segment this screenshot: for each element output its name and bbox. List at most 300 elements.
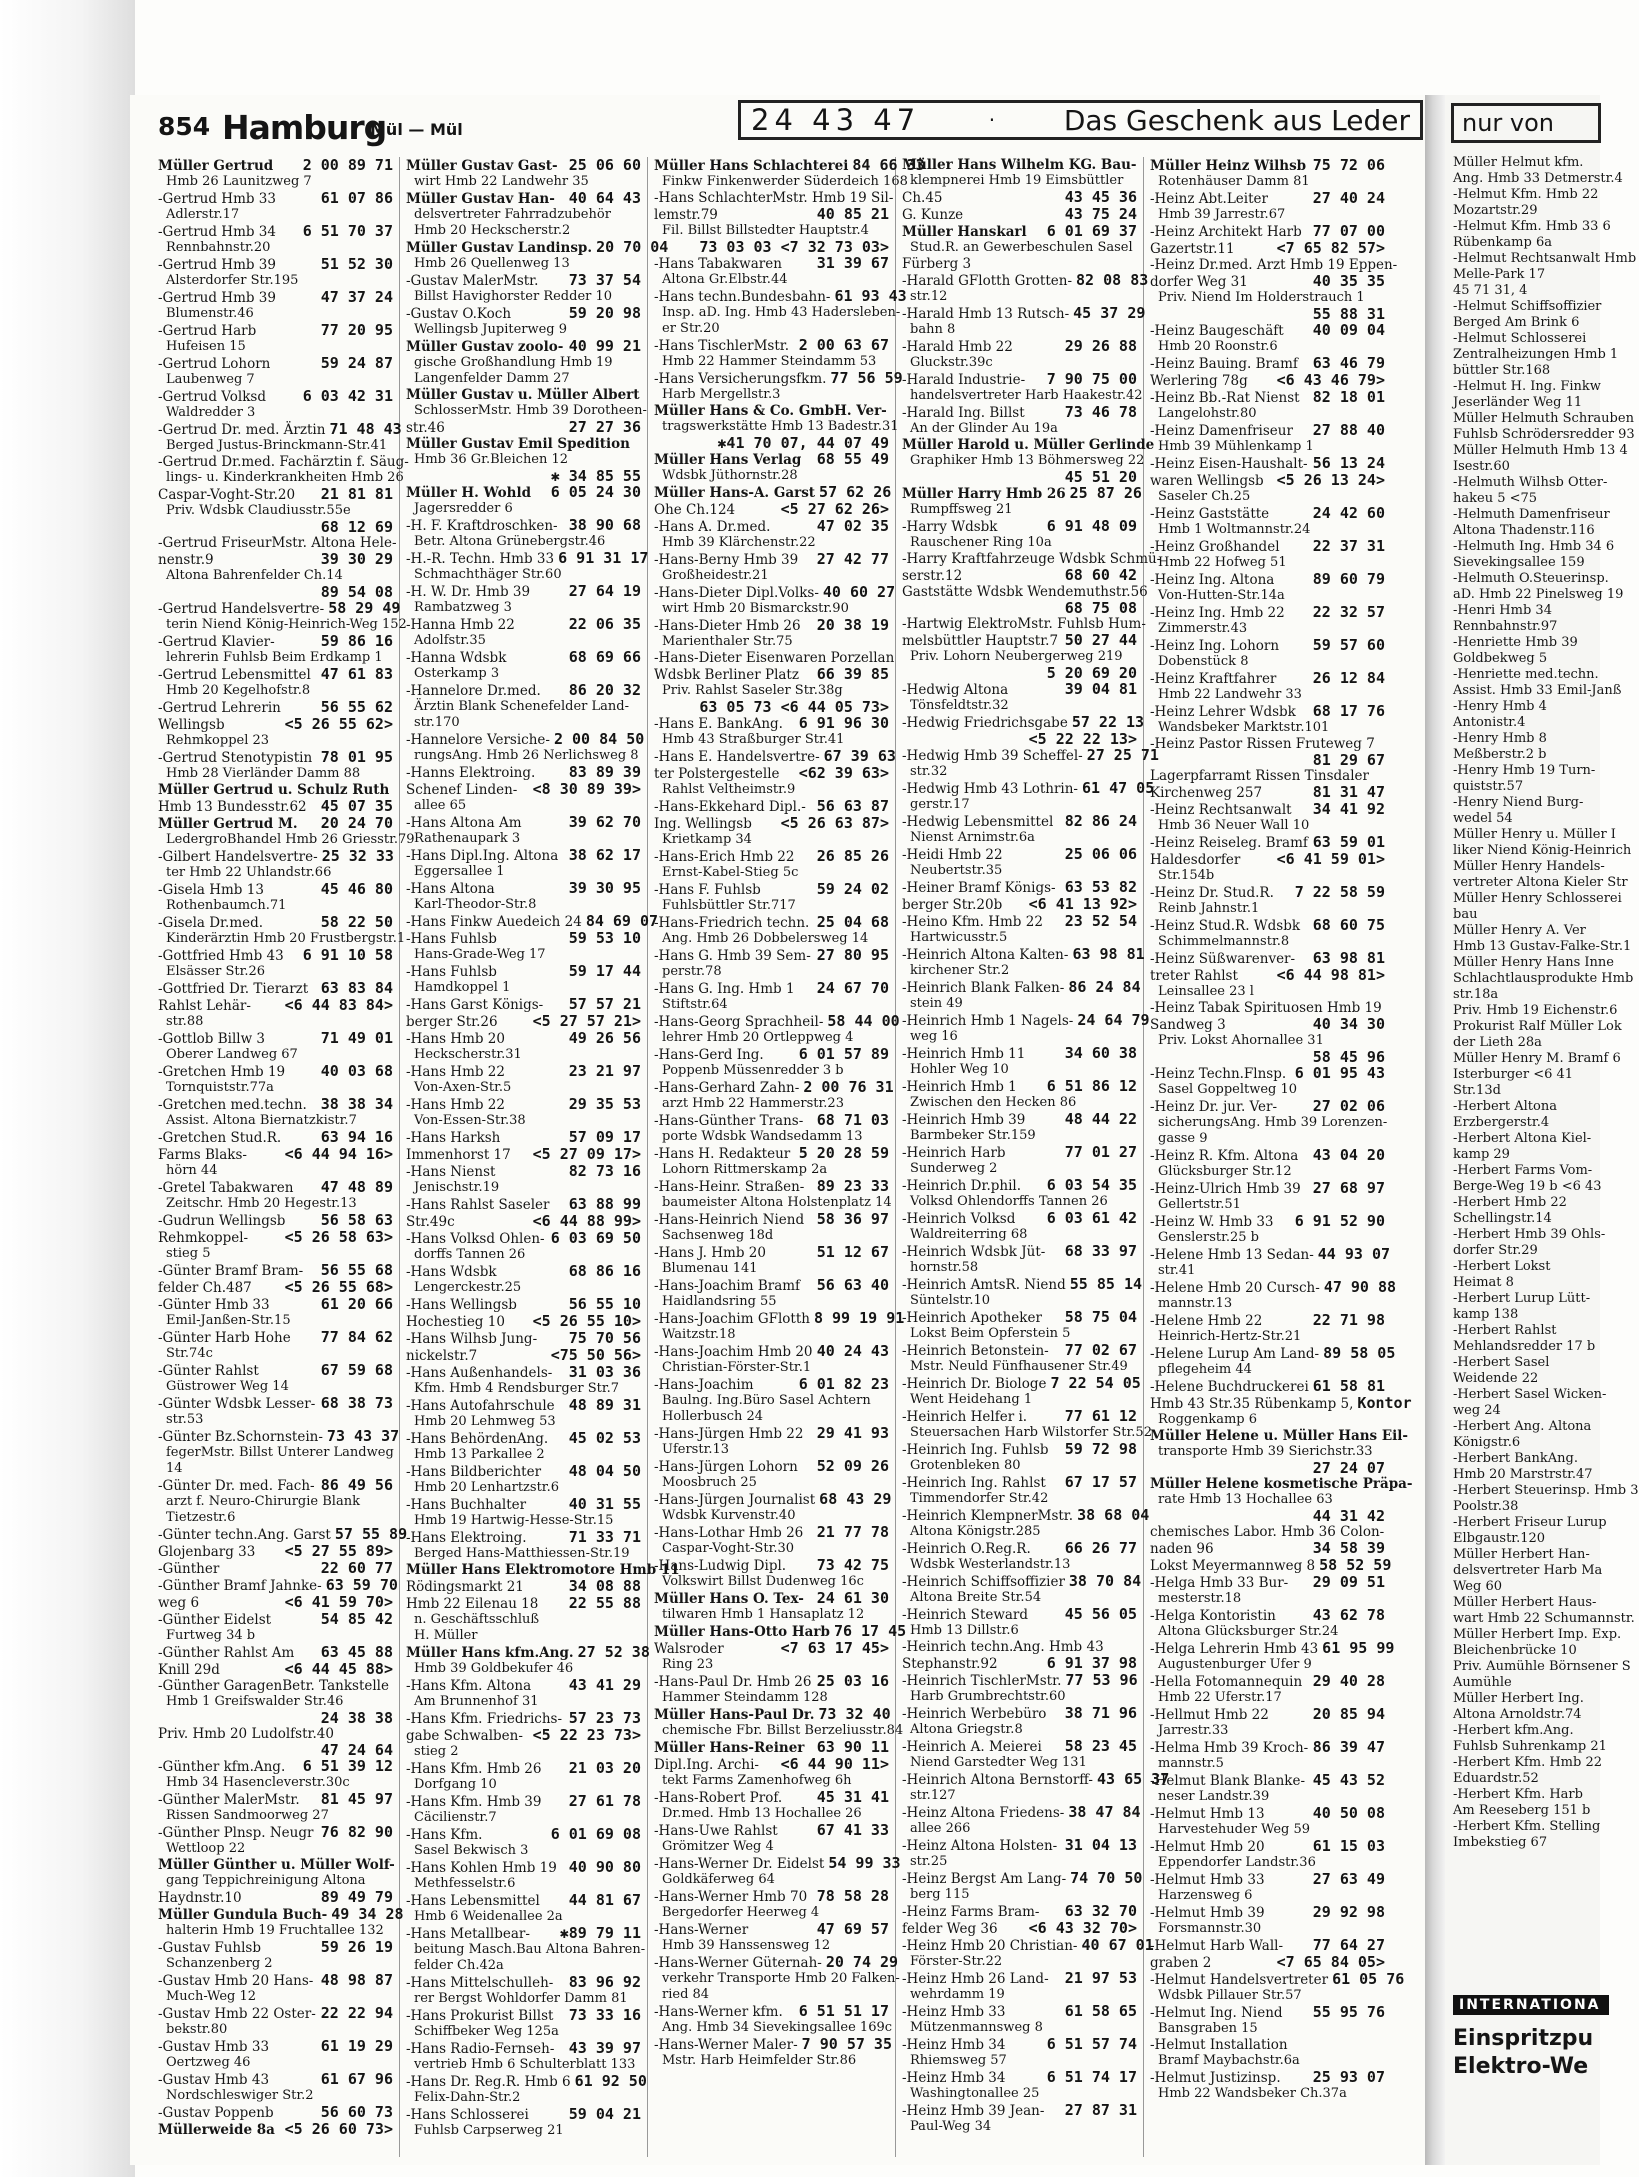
entry-phone: 6 05 24 30 <box>550 483 641 501</box>
entry-name: -Hans Tabakwaren <box>654 256 782 272</box>
entry-address: Bansgraben 15 <box>1158 2021 1258 2036</box>
entry-address: baumeister Altona Holstenplatz 14 <box>662 1195 892 1210</box>
entry-address: Altona Bahrenfelder Ch.14 <box>166 568 343 583</box>
directory-entry <box>902 1474 1137 1491</box>
entry-address: Saseler Ch.25 <box>1158 489 1251 504</box>
entry-phone: <5 26 63 87> <box>780 814 889 832</box>
entry-name: -Hans-Ekkehard Dipl.- <box>654 799 806 815</box>
entry-name: nenstr.9 <box>158 552 214 568</box>
entry-name: -Hans Kfm. Altona <box>406 1678 532 1694</box>
entry-name: Müller Harry Hmb 26 <box>902 486 1066 502</box>
entry-phone: 6 03 61 42 <box>1046 1209 1137 1227</box>
entry-phone: 27 87 31 <box>1064 2101 1137 2119</box>
directory-entry <box>902 1144 1137 1161</box>
directory-entry <box>654 1490 892 1508</box>
directory-entry <box>654 947 889 964</box>
entry-phone: 20 85 94 <box>1312 1705 1385 1723</box>
entry-phone: 55 88 31 <box>1312 305 1385 323</box>
adjacent-entry: -Herbert Sasel Wicken- <box>1453 1387 1607 1402</box>
entry-address: Gellertstr.51 <box>1158 1197 1241 1212</box>
entry-phone: 43 62 78 <box>1312 1606 1385 1624</box>
entry-name: -Heinrich Steward <box>902 1607 1029 1623</box>
entry-address: Rathenaupark 3 <box>414 831 521 846</box>
directory-entry <box>406 1163 641 1180</box>
entry-address: er Str.20 <box>662 321 720 336</box>
entry-address: Rissen Sandmoorweg 27 <box>166 1808 329 1823</box>
entry-address: gische Großhandlung Hmb 19 <box>414 355 613 370</box>
entry-name: -Gretchen med.techn. <box>158 1097 307 1113</box>
entry-address: arzt Hmb 22 Hammerstr.23 <box>662 1096 844 1111</box>
entry-phone: 76 17 45 <box>833 1622 907 1640</box>
entry-name: weg 6 <box>158 1595 200 1611</box>
entry-name: -Heinz Pastor Rissen Fruteweg 7 <box>1150 736 1375 752</box>
directory-entry <box>902 1408 1137 1425</box>
directory-entry <box>1150 1344 1396 1362</box>
entry-name: -Gertrud Harb <box>158 323 257 339</box>
entry-phone: 25 93 07 <box>1312 2068 1385 2086</box>
adjacent-entry: -Herbert Kfm. Stelling <box>1453 1819 1601 1834</box>
adjacent-entry: Berged Am Brink 6 <box>1453 315 1580 330</box>
adjacent-entry: Hmb 20 Marstrstr.47 <box>1453 1467 1593 1482</box>
entry-name: -Hans-Dieter Hmb 26 <box>654 618 801 634</box>
directory-entry <box>406 2040 641 2057</box>
entry-address: Blumenau 141 <box>662 1261 758 1276</box>
entry-address: Rhiemsweg 57 <box>910 2053 1007 2068</box>
adjacent-entry: -Herbert Ang. Altona <box>1453 1419 1592 1434</box>
entry-phone: 77 56 59 <box>830 369 903 387</box>
directory-entry <box>1150 1180 1385 1197</box>
entry-phone: 45 02 53 <box>568 1429 641 1447</box>
entry-address: bahn 8 <box>910 322 956 337</box>
entry-phone: 40 24 43 <box>816 1342 889 1360</box>
entry-phone: 58 75 04 <box>1064 1308 1137 1326</box>
directory-entry <box>654 881 889 898</box>
entry-address: Tönsfeldtstr.32 <box>910 698 1009 713</box>
entry-phone: 38 38 34 <box>320 1095 393 1113</box>
entry-phone: 27 40 24 <box>1312 189 1385 207</box>
entry-name: -Günter Dr. med. Fach- <box>158 1478 315 1494</box>
entry-phone: 68 17 76 <box>1312 702 1385 720</box>
entry-name: -Gretchen Stud.R. <box>158 1130 282 1146</box>
entry-phone: 6 51 70 37 <box>302 222 393 240</box>
entry-phone: 82 73 16 <box>568 1162 641 1180</box>
entry-name: Ing. Wellingsb <box>654 816 752 832</box>
entry-name: -Hans Garst Königs- <box>406 997 544 1013</box>
entry-address: Hmb 39 Hanssensweg 12 <box>662 1938 831 1953</box>
entry-phone: 63 88 99 <box>568 1195 641 1213</box>
directory-entry <box>654 1277 889 1294</box>
entry-name: -Heinz Lehrer Wdsbk <box>1150 704 1296 720</box>
directory-entry <box>406 1826 641 1843</box>
entry-address: Hmb 1 Greifswalder Str.46 <box>166 1694 344 1709</box>
entry-address: Sachsenweg 18d <box>662 1228 774 1243</box>
directory-entry <box>158 157 393 174</box>
adjacent-entry: Heimat 8 <box>1453 1275 1514 1290</box>
entry-phone: 67 41 33 <box>816 1821 889 1839</box>
directory-entry <box>158 322 393 339</box>
entry-address: Washingtonallee 25 <box>910 2086 1040 2101</box>
entry-name: -Heinrich O.Reg.R. <box>902 1541 1031 1557</box>
directory-entry <box>158 454 409 470</box>
entry-phone: 61 92 50 <box>574 2072 647 2090</box>
directory-entry <box>406 1129 641 1146</box>
entry-phone: <6 41 59 70> <box>284 1593 393 1611</box>
entry-name: -Gertrud Dr.med. Fachärztin f. Säug- <box>158 454 409 470</box>
entry-phone: 63 94 16 <box>320 1128 393 1146</box>
directory-entry <box>158 551 393 568</box>
directory-entry <box>1150 752 1385 768</box>
entry-name: -Hans-Gerd Ing. <box>654 1047 764 1063</box>
entry-address: allee 266 <box>910 1821 971 1836</box>
directory-entry <box>158 1279 393 1296</box>
entry-phone: 77 02 67 <box>1064 1341 1137 1359</box>
entry-address: Hmb 39 Jarrestr.67 <box>1158 207 1286 222</box>
directory-entry <box>406 996 641 1013</box>
entry-phone: 71 48 43 <box>329 420 402 438</box>
entry-name: -Harry Kraftfahrzeuge Wdsbk Schmü- <box>902 551 1162 567</box>
adjacent-entry: Müller Herbert Haus- <box>1453 1595 1597 1610</box>
entry-phone: <6 44 83 84> <box>284 996 393 1014</box>
entry-phone: 58 22 50 <box>320 913 393 931</box>
directory-entry <box>406 2072 647 2090</box>
directory-entry <box>158 1525 408 1543</box>
entry-address: Priv. Wdsbk Claudiusstr.55e <box>166 503 351 518</box>
entry-name: -Heino Kfm. Hmb 22 <box>902 914 1043 930</box>
entry-phone: 49 26 56 <box>568 1029 641 1047</box>
entry-phone: 38 68 04 <box>1077 1506 1150 1524</box>
entry-name: -Heinz Damenfriseur <box>1150 423 1293 439</box>
entry-name: -Heinz Süßwarenver- <box>1150 951 1296 967</box>
directory-entry <box>902 338 1137 355</box>
entry-name: Müller Gustav Gast- <box>406 158 558 174</box>
ad-separator: · <box>988 108 996 132</box>
entry-address: chemische Fbr. Billst Berzeliusstr.84 <box>662 1723 904 1738</box>
entry-name: berger Str.26 <box>406 1014 498 1030</box>
directory-entry <box>406 1496 641 1513</box>
entry-name: -Hedwig Altona <box>902 682 1009 698</box>
directory-entry <box>902 978 1141 996</box>
directory-entry <box>902 1803 1141 1821</box>
entry-address: Berged Hans-Matthiessen-Str.19 <box>414 1546 630 1561</box>
entry-phone: 6 01 95 43 <box>1294 1064 1385 1082</box>
directory-entry <box>158 1395 393 1412</box>
directory-entry <box>406 912 659 930</box>
directory-entry <box>902 1045 1137 1062</box>
entry-name: -Günter Harb Hohe <box>158 1330 291 1346</box>
directory-entry <box>654 1524 889 1541</box>
entry-phone: 61 15 03 <box>1312 1837 1385 1855</box>
entry-address: gang Teppichreinigung Altona <box>166 1873 366 1888</box>
entry-phone: 43 65 37 <box>1096 1770 1170 1788</box>
entry-name: Stephanstr.92 <box>902 1656 998 1672</box>
entry-address: Dorfgang 10 <box>414 1777 497 1792</box>
entry-name: Walsroder <box>654 1641 724 1657</box>
entry-name: Müller Hans Verlag <box>654 452 802 468</box>
entry-address: Hans-Grade-Weg 17 <box>414 947 546 962</box>
directory-entry <box>158 1758 393 1775</box>
entry-address: Harzensweg 6 <box>1158 1888 1253 1903</box>
entry-phone: 63 05 73 <6 44 05 73> <box>699 698 889 716</box>
entry-phone: 38 47 84 <box>1068 1803 1141 1821</box>
adjacent-entry: -Helmuth O.Steuerinsp. <box>1453 571 1609 586</box>
entry-address: Priv. Rahlst Saseler Str.38g <box>662 683 843 698</box>
entry-address: Rahlst Veltheimstr.9 <box>662 782 796 797</box>
entry-phone: 56 63 87 <box>816 797 889 815</box>
entry-phone: 47 90 88 <box>1323 1278 1397 1296</box>
entry-phone: 27 64 19 <box>568 582 641 600</box>
entry-phone: 21 77 78 <box>816 1523 889 1541</box>
entry-address: Jarrestr.33 <box>1158 1723 1229 1738</box>
entry-name: -Gustav Fuhlsb <box>158 1940 262 1956</box>
adjacent-entry: kamp 138 <box>1453 1307 1519 1322</box>
directory-entry <box>406 1146 641 1163</box>
entry-address: Rothenbaumch.71 <box>166 898 287 913</box>
directory-entry <box>1150 1540 1385 1557</box>
entry-name: -Günther Bramf Jahnke- <box>158 1578 322 1594</box>
directory-entry <box>1150 1970 1405 1988</box>
entry-phone: 39 30 29 <box>320 550 393 568</box>
entry-phone: 78 01 95 <box>320 748 393 766</box>
entry-name: -Gottlob Billw 3 <box>158 1031 266 1047</box>
entry-phone: <6 44 90 11> <box>780 1755 889 1773</box>
entry-address: stieg 2 <box>414 1744 459 1759</box>
entry-name: -Harry Wdsbk <box>902 519 998 535</box>
entry-address: Volkswirt Billst Dudenweg 16c <box>662 1574 864 1589</box>
directory-entry <box>158 584 393 600</box>
entry-name: Haldesdorfer <box>1150 852 1241 868</box>
directory-entry <box>1150 670 1385 687</box>
directory-entry <box>158 1791 393 1808</box>
entry-phone: 34 08 88 <box>568 1577 641 1595</box>
entry-name: -Heinrich Hmb 1 Nagels- <box>902 1013 1074 1029</box>
entry-name: -Hartwig ElektroMstr. Fuhlsb Hum- <box>902 616 1146 632</box>
adjacent-entry: vertreter Altona Kieler Str <box>1453 875 1628 890</box>
directory-entry <box>406 682 641 699</box>
directory-entry <box>654 1425 889 1442</box>
entry-phone: 77 61 12 <box>1064 1407 1137 1425</box>
directory-entry <box>902 1970 1137 1987</box>
entry-phone: 66 39 85 <box>816 665 889 683</box>
entry-phone: 40 09 04 <box>1312 321 1385 339</box>
adjacent-entry: liker Niend König-Heinrich <box>1453 843 1632 858</box>
entry-address: Hmb 36 Gr.Bleichen 12 <box>414 452 569 467</box>
directory-entry <box>654 190 894 206</box>
entry-address: Grotenbleken 80 <box>910 1458 1021 1473</box>
entry-phone: 45 31 41 <box>816 1788 889 1806</box>
directory-entry <box>902 2003 1137 2020</box>
directory-entry <box>158 1427 400 1445</box>
entry-name: -Heinz Baugeschäft <box>1150 323 1284 339</box>
entry-phone: 27 68 97 <box>1312 1179 1385 1197</box>
adjacent-entry: Priv. Hmb 19 Eichenstr.6 <box>1453 1003 1618 1018</box>
entry-phone: 40 60 27 <box>822 583 896 601</box>
directory-entry <box>406 814 641 831</box>
directory-entry <box>902 713 1145 731</box>
directory-entry <box>902 1770 1170 1788</box>
directory-entry <box>654 1309 905 1327</box>
directory-entry <box>406 1230 641 1247</box>
entry-phone: 59 26 19 <box>320 1938 393 1956</box>
adjacent-entry: Hmb 13 Gustav-Falke-Str.1 <box>1453 939 1632 954</box>
entry-phone: 68 55 49 <box>816 450 889 468</box>
directory-entry <box>158 633 393 650</box>
directory-entry <box>1150 1937 1385 1954</box>
entry-name: -Hanna Hmb 22 <box>406 617 515 633</box>
entry-address: Hmb 22 Hofweg 51 <box>1158 555 1287 570</box>
directory-entry <box>654 1458 889 1475</box>
entry-phone: 63 98 81 <box>1312 949 1385 967</box>
entry-phone: 5 20 28 59 <box>798 1144 889 1162</box>
directory-entry <box>158 1594 393 1611</box>
entry-address: Hmb 20 Lehmweg 53 <box>414 1414 556 1429</box>
entry-phone: 40 67 01 <box>1081 1936 1154 1954</box>
directory-entry <box>158 1063 393 1080</box>
entry-phone: 89 54 08 <box>320 583 393 601</box>
entry-phone: 27 63 49 <box>1312 1870 1385 1888</box>
entry-phone: 43 75 24 <box>1064 205 1137 223</box>
entry-name: -Günther MalerMstr. <box>158 1792 300 1808</box>
entry-name: -Helmut Hmb 39 <box>1150 1905 1265 1921</box>
entry-address: Hmb 20 Lenhartzstr.6 <box>414 1480 559 1495</box>
entry-name: -Helene Hmb 20 Cursch- <box>1150 1280 1320 1296</box>
entry-phone: 73 03 03 <7 32 73 03> <box>699 238 889 256</box>
entry-name: -Helene Hmb 22 <box>1150 1313 1263 1329</box>
entry-address: rungsAng. Hmb 26 Nerlichsweg 8 <box>414 748 639 763</box>
entry-address: ter Hmb 22 Uhlandstr.66 <box>166 865 332 880</box>
entry-phone: 47 24 64 <box>320 1741 393 1759</box>
entry-name: Müller Gustav Landinsp. <box>406 240 593 256</box>
entry-address: Hmb 20 Kegelhofstr.8 <box>166 683 311 698</box>
entry-address: vertrieb Hmb 6 Schulterblatt 133 <box>414 2057 636 2072</box>
advert-line-1: Einspritzpu <box>1453 2026 1594 2051</box>
directory-entry <box>654 551 889 568</box>
directory-entry <box>1150 950 1385 967</box>
entry-phone: 75 70 56 <box>568 1329 641 1347</box>
directory-entry <box>1150 472 1385 489</box>
entry-address: Hmb 39 Klärchenstr.22 <box>662 535 816 550</box>
entry-address: Augustenburger Ufer 9 <box>1158 1657 1312 1672</box>
entry-name: -Hans-Dieter Dipl.Volks- <box>654 585 819 601</box>
entry-name: Wellingsb <box>158 717 225 733</box>
entry-name: -Günther Rahlst Am <box>158 1645 295 1661</box>
entry-phone: ✱89 79 11 <box>559 1924 641 1942</box>
entry-name: -Günter Hmb 33 <box>158 1297 270 1313</box>
directory-entry <box>158 1030 393 1047</box>
directory-entry <box>1150 1805 1385 1822</box>
entry-address: lings- u. Kinderkrankheiten Hmb 26 <box>166 470 404 485</box>
entry-address: str.88 <box>166 1014 204 1029</box>
entry-phone: 6 91 96 30 <box>798 714 889 732</box>
adjacent-entry: Weidende 22 <box>1453 1371 1539 1386</box>
entry-phone: 6 51 51 17 <box>798 2002 889 2020</box>
directory-entry <box>654 1921 889 1938</box>
entry-address: allee 65 <box>414 798 467 813</box>
entry-address: Karl-Theodor-Str.8 <box>414 897 537 912</box>
entry-phone: 27 80 95 <box>816 946 889 964</box>
entry-phone: 40 34 30 <box>1312 1015 1385 1033</box>
entry-address: Großheidestr.21 <box>662 568 769 583</box>
directory-entry <box>158 1742 393 1758</box>
entry-name: -Heinrich Ing. Fuhlsb <box>902 1442 1049 1458</box>
directory-entry <box>158 1644 393 1661</box>
entry-name: -Helmut Installation <box>1150 2037 1288 2053</box>
entry-name: -Heiner Bramf Königs- <box>902 880 1056 896</box>
entry-name: -Hans J. Hmb 20 <box>654 1245 766 1261</box>
entry-phone: 68 38 73 <box>320 1394 393 1412</box>
directory-entry <box>406 1213 641 1230</box>
entry-name: Knill 29d <box>158 1662 220 1678</box>
entry-phone: 31 39 67 <box>816 254 889 272</box>
entry-phone: 56 55 68 <box>320 1261 393 1279</box>
entry-address: Barmbeker Str.159 <box>910 1128 1036 1143</box>
directory-entry <box>158 1560 393 1577</box>
entry-phone: 81 29 67 <box>1312 751 1385 769</box>
entry-name: -Hans Wdsbk <box>406 1264 497 1280</box>
entry-phone: 29 26 88 <box>1064 337 1137 355</box>
entry-address: str.12 <box>910 289 948 304</box>
directory-entry <box>902 1936 1154 1954</box>
entry-name: -Hans Elektroing. <box>406 1530 527 1546</box>
directory-entry <box>406 1030 641 1047</box>
entry-name: G. Kunze <box>902 207 964 223</box>
directory-entry <box>158 388 393 405</box>
entry-name: -Heinz Abt.Leiter <box>1150 191 1268 207</box>
entry-phone: 56 60 73 <box>320 2103 393 2121</box>
entry-address: Hammer Steindamm 128 <box>662 1690 828 1705</box>
entry-name: -Hans Kfm. Hmb 26 <box>406 1761 542 1777</box>
directory-entry <box>158 1889 393 1906</box>
directory-entry <box>1150 389 1385 406</box>
entry-name: -Heinrich TischlerMstr. <box>902 1673 1062 1689</box>
directory-entry <box>406 338 641 355</box>
adjacent-entry: -Henriette Hmb 39 <box>1453 635 1578 650</box>
entry-address: Wdsbk Westerlandstr.13 <box>910 1557 1071 1572</box>
column-1 <box>158 156 415 2157</box>
entry-name: -Heinz Reiseleg. Bramf <box>1150 835 1308 851</box>
adjacent-entry: Isestr.60 <box>1453 459 1510 474</box>
entry-name: -Helmut Justizinsp. <box>1150 2070 1281 2086</box>
directory-entry <box>902 746 1159 764</box>
directory-entry <box>158 1362 393 1379</box>
entry-address: Süntelstr.10 <box>910 1293 991 1308</box>
entry-name: -Hans-Werner Güternah- <box>654 1955 822 1971</box>
entry-address: Ärztin Blank Schenefelder Land- <box>414 699 629 714</box>
entry-name: -Heinz Hmb 33 <box>902 2004 1006 2020</box>
entry-phone: 73 33 16 <box>568 2006 641 2024</box>
directory-entry <box>158 1212 393 1229</box>
directory-entry <box>1150 1049 1385 1065</box>
entry-phone: 47 48 89 <box>320 1178 393 1196</box>
entry-phone: 77 64 27 <box>1312 1936 1385 1954</box>
directory-entry <box>654 715 889 732</box>
page-number: 854 <box>158 112 211 141</box>
entry-phone: 44 81 67 <box>568 1891 641 1909</box>
entry-address: Hmb 39 Goldbekufer 46 <box>414 1661 574 1676</box>
directory-entry <box>902 681 1137 698</box>
entry-phone: 63 83 84 <box>320 979 393 997</box>
entry-name: Müller Gustav u. Müller Albert <box>406 387 640 403</box>
entry-phone: 63 90 11 <box>816 1738 889 1756</box>
entry-name: -Harald GFlotth Grotten- <box>902 273 1073 289</box>
entry-address: Fuhlsb Carpserweg 21 <box>414 2123 564 2138</box>
entry-phone: 27 25 71 <box>1086 746 1159 764</box>
adjacent-entry: -Helmut Kfm. Hmb 33 6 <box>1453 219 1611 234</box>
adjacent-entry: Müller Henry Schlosserei <box>1453 891 1622 906</box>
entry-address: Altona Breite Str.54 <box>910 1590 1042 1605</box>
directory-entry <box>406 517 641 534</box>
directory-entry <box>406 1364 641 1381</box>
directory-entry <box>654 815 889 832</box>
